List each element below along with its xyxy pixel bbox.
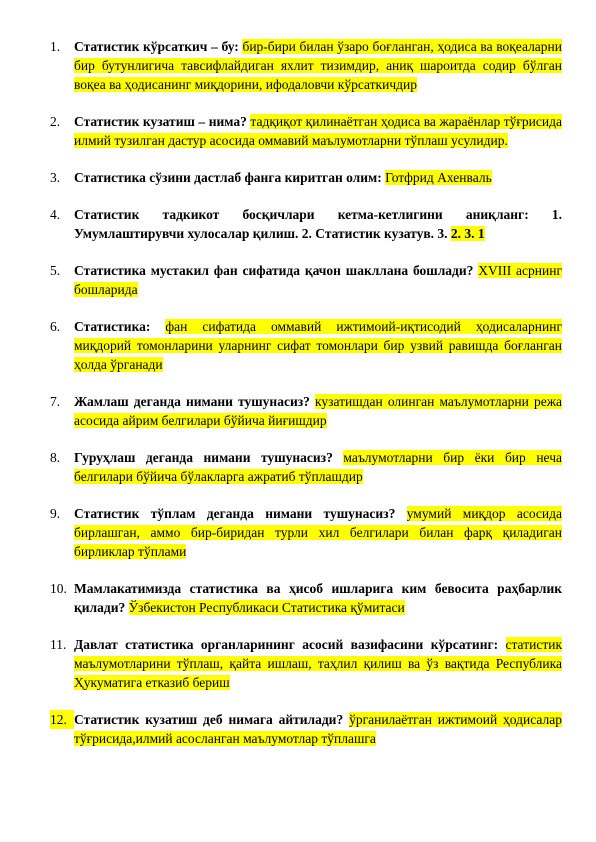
item-number: 8. (50, 450, 61, 465)
question-text: Жамлаш деганда нимани тушунасиз? (74, 394, 316, 409)
question-text: Мамлакатимизда статистика ва ҳисоб ишларига ким бевосита раҳбарлик қилади? (74, 581, 562, 615)
item-number: 9. (50, 506, 61, 521)
list-item (50, 112, 562, 150)
list-item (50, 205, 562, 243)
question-text: Статистика: (74, 319, 166, 334)
item-number: 4. (50, 207, 61, 222)
answer-text: фан сифатида оммавий ижтимоий-иқтисодий ҳодисаларнинг миқдорий томонларини уларнинг сифат томонлари бир узвий равишда боғланган ҳолда ўрганади (74, 319, 562, 372)
item-number: 6. (50, 319, 61, 334)
question-text: Статистика мустакил фан сифатида қачон шакллана бошлади? (74, 263, 479, 278)
question-text: Статистика сўзини дастлаб фанга киритган олим: (74, 170, 386, 185)
item-number: 2. (50, 114, 61, 129)
list-item (50, 579, 562, 617)
question-answer-list (50, 37, 562, 766)
answer-text: кузатишдан олинган маълумотларни режа асосида айрим белгилари бўйича йиғишдир (74, 394, 563, 428)
item-number: 1. (50, 39, 61, 54)
answer-text: умумий миқдор асосида бирлашган, аммо бир-биридан турли хил белгилари билан фарқ қиладиган бирликлар тўплами (74, 506, 562, 559)
list-item (50, 504, 562, 561)
list-item (50, 317, 562, 374)
answer-text: тадқиқот қилинаётган ҳодиса ва жараёнлар тўғрисида илмий тузилган дастур асосида оммавий маълумотларни тўплаш усулидир. (74, 114, 562, 148)
list-item (50, 37, 562, 94)
question-text: Статистик тадкикот босқичлари кетма-кетлигини аниқланг: 1. Умумлаштирувчи хулосалар қилиш. 2. Статистик кузатув. 3. (74, 207, 562, 241)
question-text: Статистик кўрсаткич – бу: (74, 39, 243, 54)
answer-text: 2. 3. 1 (450, 226, 485, 241)
list-item (50, 261, 562, 299)
list-item (50, 168, 562, 187)
question-text: Статистик кузатиш деб нимага айтилади? (74, 712, 350, 727)
answer-text: Ўзбекистон Республикаси Статистика қўмитаси (128, 600, 405, 615)
answer-text: бир-бири билан ўзаро боғланган, ҳодиса ва воқеаларни бир бутунлигича тавсифлайдиган яхлит тизимдир, аниқ шароитда содир бўлган воқеа ва ҳодисанинг миқдорини, ифодаловчи кўрсаткичдир (74, 39, 563, 92)
item-number: 10. (50, 581, 67, 596)
list-item (50, 392, 562, 430)
question-text: Давлат статистика органларининг асосий вазифасини кўрсатинг: (74, 637, 506, 652)
question-text: Статистик тўплам деганда нимани тушунасиз? (74, 506, 407, 521)
list-item (50, 710, 562, 748)
answer-text: ўрганилаётган ижтимоий ҳодисалар тўғрисида,илмий асосланган маълумотлар тўплашга (74, 712, 562, 746)
answer-text: XVIII асрнинг бошларида (74, 263, 562, 297)
list-item (50, 448, 562, 486)
question-text: Гуруҳлаш деганда нимани тушунасиз? (74, 450, 344, 465)
answer-text: Готфрид Ахенваль (385, 170, 492, 185)
question-text: Статистик кузатиш – нима? (74, 114, 251, 129)
item-number: 12. (50, 710, 74, 729)
answer-text: статистик маълумотларини тўплаш, қайта ишлаш, таҳлил қилиш ва ўз вақтида Республика Ҳукуматига етказиб бериш (74, 637, 562, 690)
item-number: 11. (50, 637, 67, 652)
item-number: 3. (50, 170, 61, 185)
item-number: 7. (50, 394, 61, 409)
list-item (50, 635, 562, 692)
answer-text: маълумотларни бир ёки бир неча белгилари бўйича бўлакларга ажратиб тўплашдир (74, 450, 562, 484)
item-number: 5. (50, 263, 61, 278)
